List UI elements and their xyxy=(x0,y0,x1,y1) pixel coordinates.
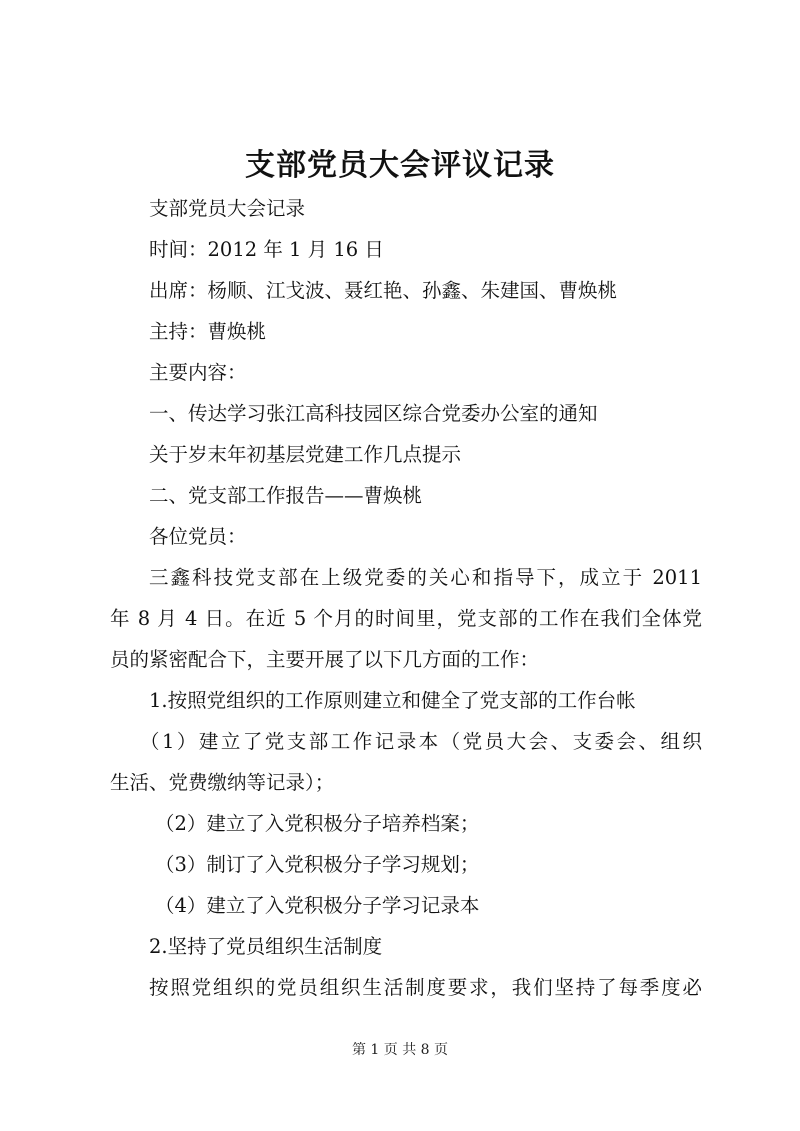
paragraph-line: 主要内容： xyxy=(149,361,247,384)
paragraph-line: 出席：杨顺、江戈波、聂红艳、孙鑫、朱建国、曹焕桃 xyxy=(149,279,618,302)
paragraph-line: （3）制订了入党积极分子学习规划； xyxy=(155,853,480,876)
paragraph-line: 各位党员： xyxy=(149,525,247,548)
paragraph-line: 2.坚持了党员组织生活制度 xyxy=(149,935,383,958)
paragraph-line: 一、传达学习张江高科技园区综合党委办公室的通知 xyxy=(149,402,598,425)
paragraph-line: 二、党支部工作报告——曹焕桃 xyxy=(149,484,423,507)
paragraph-line: （4）建立了入党积极分子学习记录本 xyxy=(155,894,480,917)
paragraph-line: 主持：曹焕桃 xyxy=(149,320,267,343)
paragraph-line: 三鑫科技党支部在上级党委的关心和指导下，成立于 2011 xyxy=(149,566,702,589)
paragraph-line: 生活、党费缴纳等记录）； xyxy=(110,771,335,794)
paragraph-line: 1.按照党组织的工作原则建立和健全了党支部的工作台帐 xyxy=(149,689,636,712)
paragraph-line: 员的紧密配合下，主要开展了以下几方面的工作： xyxy=(110,648,540,671)
paragraph-line: 支部党员大会记录 xyxy=(149,197,306,220)
page-title: 支部党员大会评议记录 xyxy=(245,148,555,183)
page-footer: 第 1 页 共 8 页 xyxy=(351,1042,449,1058)
paragraph-line: 按照党组织的党员组织生活制度要求，我们坚持了每季度必 xyxy=(149,976,702,999)
document-body xyxy=(110,188,702,1008)
paragraph-line: 关于岁末年初基层党建工作几点提示 xyxy=(149,443,462,466)
paragraph-line: （1）建立了党支部工作记录本（党员大会、支委会、组织 xyxy=(140,730,702,753)
paragraph-line: （2）建立了入党积极分子培养档案； xyxy=(155,812,480,835)
paragraph-line: 年 8 月 4 日。在近 5 个月的时间里，党支部的工作在我们全体党 xyxy=(110,607,702,630)
paragraph-line: 时间：2012 年 1 月 16 日 xyxy=(149,238,384,261)
